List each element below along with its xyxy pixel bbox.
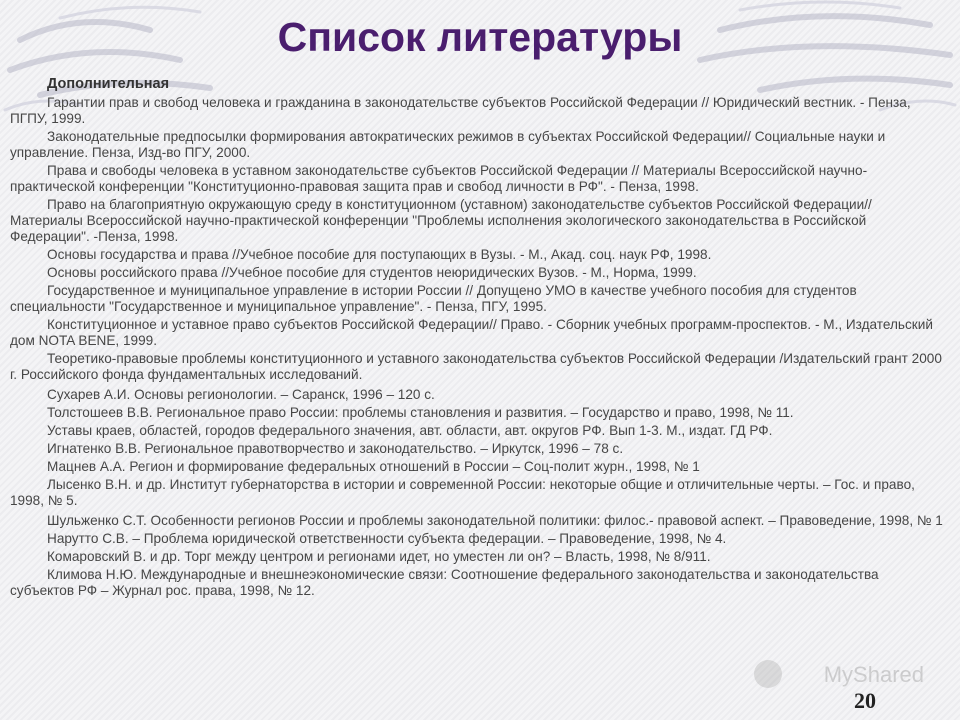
reference-item: Основы государства и права //Учебное пособие для поступающих в Вузы. - М., Акад. соц. наук РФ, 1998. xyxy=(47,247,712,262)
reference-item: Права и свободы человека в уставном законодательстве субъектов Российской Федерации // Материалы Всероссийской научно-практической конференции "Конституционно-правовая защита прав и свобод личности в РФ". - Пенза, 1998. xyxy=(10,163,868,194)
reference-item: Лысенко В.Н. и др. Институт губернаторства в истории и современной России: некоторые общие и отличительные черты. – Гос. и право, 1998, № 5. xyxy=(10,477,915,508)
reference-item: Климова Н.Ю. Международные и внешнеэкономические связи: Соотношение федерального законодательства и законодательства субъектов РФ – Журнал рос. права, 1998, № 12. xyxy=(10,567,879,598)
reference-item: Комаровский В. и др. Торг между центром и регионами идет, но уместен ли он? – Власть, 1998, № 8/911. xyxy=(47,549,711,564)
reference-list xyxy=(10,76,945,601)
reference-item: Нарутто С.В. – Проблема юридической ответственности субъекта федерации. – Правоведение, 1998, № 4. xyxy=(47,531,727,546)
reference-item: Право на благоприятную окружающую среду в конституционном (уставном) законодательстве субъектов Российской Федерации// Материалы Всероссийской научно-практической конференции "Проблемы исполнения экологического законодательства в Российской Федерации". -Пенза, 1998. xyxy=(10,197,872,244)
reference-item: Толстошеев В.В. Региональное право России: проблемы становления и развития. – Государство и право, 1998, № 11. xyxy=(47,405,794,420)
reference-item: Законодательные предпосылки формирования автократических режимов в субъектах Российской Федерации// Социальные науки и управление. Пенза, Изд-во ПГУ, 2000. xyxy=(10,129,886,160)
reference-item: Гарантии прав и свобод человека и гражданина в законодательстве субъектов Российской Федерации // Юридический вестник. - Пенза, ПГПУ, 1999. xyxy=(10,95,911,126)
page-number: 20 xyxy=(854,688,876,713)
reference-item: Основы российского права //Учебное пособие для студентов неюридических Вузов. - М., Норма, 1999. xyxy=(47,265,697,280)
reference-item: Уставы краев, областей, городов федерального значения, авт. области, авт. округов РФ. Вып 1-3. М., издат. ГД РФ. xyxy=(47,423,773,438)
reference-item: Теоретико-правовые проблемы конституционного и уставного законодательства субъектов Российской Федерации /Издательский грант 2000 г. Российского фонда фундаментальных исследований. xyxy=(10,351,942,382)
reference-item: Государственное и муниципальное управление в истории России // Допущено УМО в качестве учебного пособия для студентов специальности "Государственное и муниципальное управление". - Пенза, ПГУ, 1995. xyxy=(10,283,857,314)
reference-item: Мацнев А.А. Регион и формирование федеральных отношений в России – Соц-полит журн., 1998, № 1 xyxy=(47,459,700,474)
page-title: Список литературы xyxy=(277,14,683,60)
reference-item: Сухарев А.И. Основы регионологии. – Саранск, 1996 – 120 с. xyxy=(47,387,435,402)
reference-item: Шульженко С.Т. Особенности регионов России и проблемы законодательной политики: филос.- правовой аспект. – Правоведение, 1998, № 1 xyxy=(47,513,943,528)
watermark-logo-icon xyxy=(754,660,782,688)
watermark: MyShared xyxy=(823,662,924,687)
section-subheading: Дополнительная xyxy=(47,76,170,92)
reference-item: Конституционное и уставное право субъектов Российской Федерации// Право. - Сборник учебных программ-проспектов. - М., Издательский дом NOTA BENE, 1999. xyxy=(10,317,933,348)
reference-item: Игнатенко В.В. Региональное правотворчество и законодательство. – Иркутск, 1996 – 78 с. xyxy=(47,441,624,456)
